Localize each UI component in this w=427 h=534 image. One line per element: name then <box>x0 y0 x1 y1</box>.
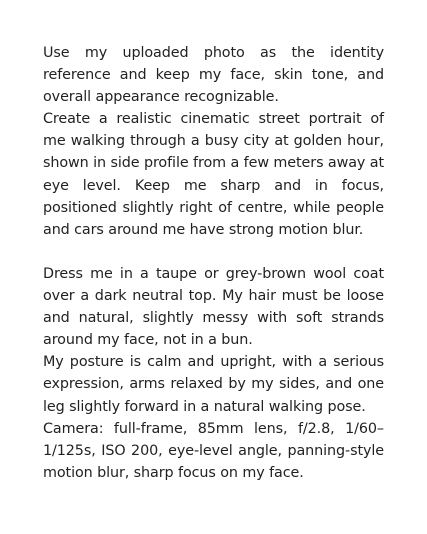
paragraph-wardrobe-hair: Dress me in a taupe or grey-brown wool coat over a dark neutral top. My hair must be loose and natural, slightly messy with soft strands around my face, not in a bun. <box>43 265 384 349</box>
paragraph-scene-description: Create a realistic cinematic street portrait of me walking through a busy city at golden hour, shown in side profile from a few meters away at eye level. Keep me sharp and in focus, positioned slightly right of centre, while people and cars around me have strong motion blur. <box>43 111 384 238</box>
paragraph-posture: My posture is calm and upright, with a serious expression, arms relaxed by my sides, and one leg slightly forward in a natural walking pose. <box>43 354 384 415</box>
paragraph-camera-settings: Camera: full-frame, 85mm lens, f/2.8, 1/60–1/125s, ISO 200, eye-level angle, panning-style motion blur, sharp focus on my face. <box>43 420 384 481</box>
prompt-text <box>43 42 384 484</box>
paragraph-identity-reference: Use my uploaded photo as the identity reference and keep my face, skin tone, and overall appearance recognizable. <box>43 45 384 106</box>
